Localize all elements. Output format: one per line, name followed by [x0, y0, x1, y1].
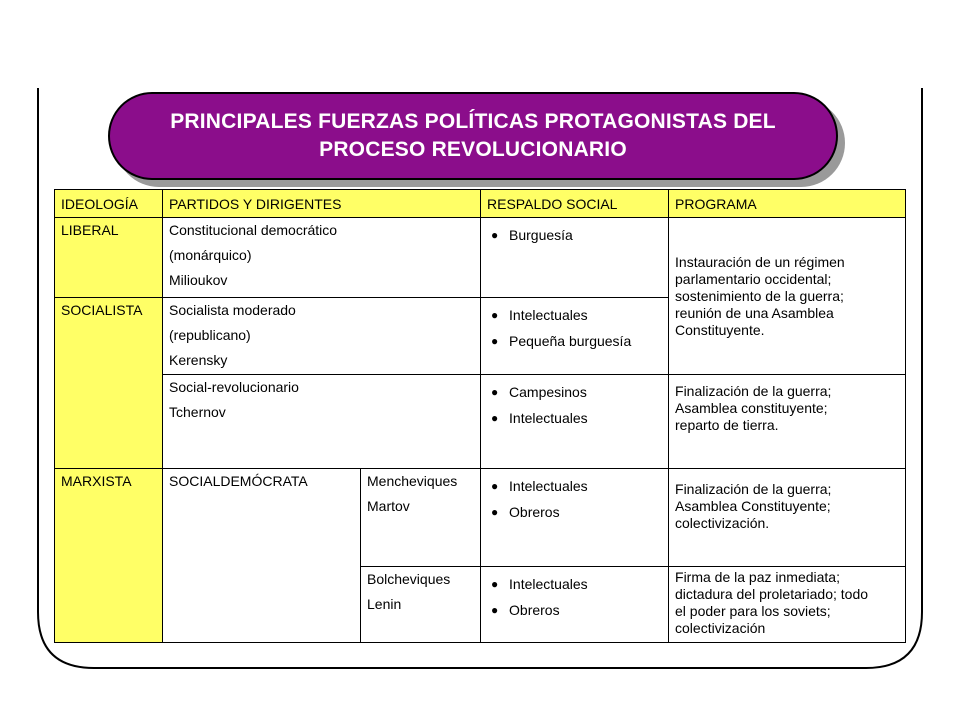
header-ideologia: IDEOLOGÍA: [55, 190, 163, 218]
faction-name: Mencheviques: [367, 473, 458, 489]
support-cell-social-revolucionario: [481, 375, 669, 469]
faction-leader: Martov: [367, 498, 410, 514]
program-text: Instauración de un régimen parlamentario occidental; sostenimiento de la guerra; reunión de una Asamblea Constituyente.: [675, 253, 845, 338]
support-list: [487, 567, 662, 623]
program-cell-mencheviques: [669, 469, 906, 567]
party-line: (monárquico): [169, 247, 252, 263]
party-line: Constitucional democrático: [169, 222, 338, 238]
list-item: ● Intelectuales: [487, 473, 662, 499]
support-cell-bolcheviques: [481, 567, 669, 643]
political-forces-table: [54, 189, 906, 643]
party-leader: Milioukov: [169, 272, 228, 288]
ideology-cell-marxista: [55, 469, 163, 643]
support-cell-liberal: [481, 218, 669, 298]
bullet-icon: ●: [491, 411, 499, 425]
program-cell-social-revolucionario: [669, 375, 906, 469]
support-cell-socialista-moderado: [481, 298, 669, 375]
support-list: [487, 218, 662, 248]
party-leader: Kerensky: [169, 352, 228, 368]
bullet-icon: ●: [491, 603, 499, 617]
header-respaldo: RESPALDO SOCIAL: [481, 190, 669, 218]
ideology-cell-liberal: [55, 218, 163, 298]
program-cell-liberal-socialista: [669, 218, 906, 375]
party-cell-liberal: [163, 218, 481, 298]
list-item: ● Campesinos: [487, 379, 662, 405]
list-item: ● Burguesía: [487, 222, 662, 248]
faction-name: Bolcheviques: [367, 571, 451, 587]
support-cell-mencheviques: [481, 469, 669, 567]
ideology-label-liberal: LIBERAL: [61, 222, 119, 238]
party-line: Socialista moderado: [169, 302, 296, 318]
party-cell-social-revolucionario: [163, 375, 481, 469]
party-line: Social-revolucionario: [169, 379, 299, 395]
title-line-2: PROCESO REVOLUCIONARIO: [319, 138, 627, 161]
table-row-social-revolucionario: [55, 375, 906, 469]
ideology-label-socialista: SOCIALISTA: [61, 302, 143, 318]
program-text: Firma de la paz inmediata; dictadura del proletariado; todo el poder para los soviets; colectivización: [675, 569, 869, 636]
list-item: ● Intelectuales: [487, 302, 662, 328]
party-line: (republicano): [169, 327, 251, 343]
bullet-icon: ●: [491, 334, 499, 348]
header-programa: PROGRAMA: [669, 190, 906, 218]
title-line-1: PRINCIPALES FUERZAS POLÍTICAS PROTAGONISTAS DEL: [170, 110, 776, 133]
header-partidos: PARTIDOS Y DIRIGENTES: [163, 190, 481, 218]
list-item: ● Obreros: [487, 499, 662, 525]
table-row-liberal: [55, 218, 906, 298]
bullet-icon: ●: [491, 479, 499, 493]
political-forces-table-wrap: [54, 189, 905, 642]
title-banner: [108, 92, 838, 180]
support-list: [487, 469, 662, 525]
program-text: Finalización de la guerra; Asamblea Constituyente; colectivización.: [675, 481, 832, 531]
support-list: [487, 375, 662, 431]
bullet-icon: ●: [491, 577, 499, 591]
party-cell-socialista-moderado: [163, 298, 481, 375]
party-cell-socialdemocrata: [163, 469, 361, 643]
list-item: ● Pequeña burguesía: [487, 328, 662, 354]
party-line: SOCIALDEMÓCRATA: [169, 473, 308, 489]
party-leader: Tchernov: [169, 404, 226, 420]
bullet-icon: ●: [491, 385, 499, 399]
faction-leader: Lenin: [367, 596, 402, 612]
list-item: ● Intelectuales: [487, 571, 662, 597]
bullet-icon: ●: [491, 228, 499, 242]
bullet-icon: ●: [491, 505, 499, 519]
support-list: [487, 298, 662, 354]
list-item: ● Obreros: [487, 597, 662, 623]
program-cell-bolcheviques: [669, 567, 906, 643]
table-header-row: [55, 190, 906, 218]
faction-cell-mencheviques: [361, 469, 481, 567]
program-text: Finalización de la guerra; Asamblea constituyente; reparto de tierra.: [675, 383, 832, 433]
table-row-mencheviques: [55, 469, 906, 567]
faction-cell-bolcheviques: [361, 567, 481, 643]
ideology-cell-socialista: [55, 298, 163, 469]
bullet-icon: ●: [491, 308, 499, 322]
list-item: ● Intelectuales: [487, 405, 662, 431]
ideology-label-marxista: MARXISTA: [61, 473, 132, 489]
